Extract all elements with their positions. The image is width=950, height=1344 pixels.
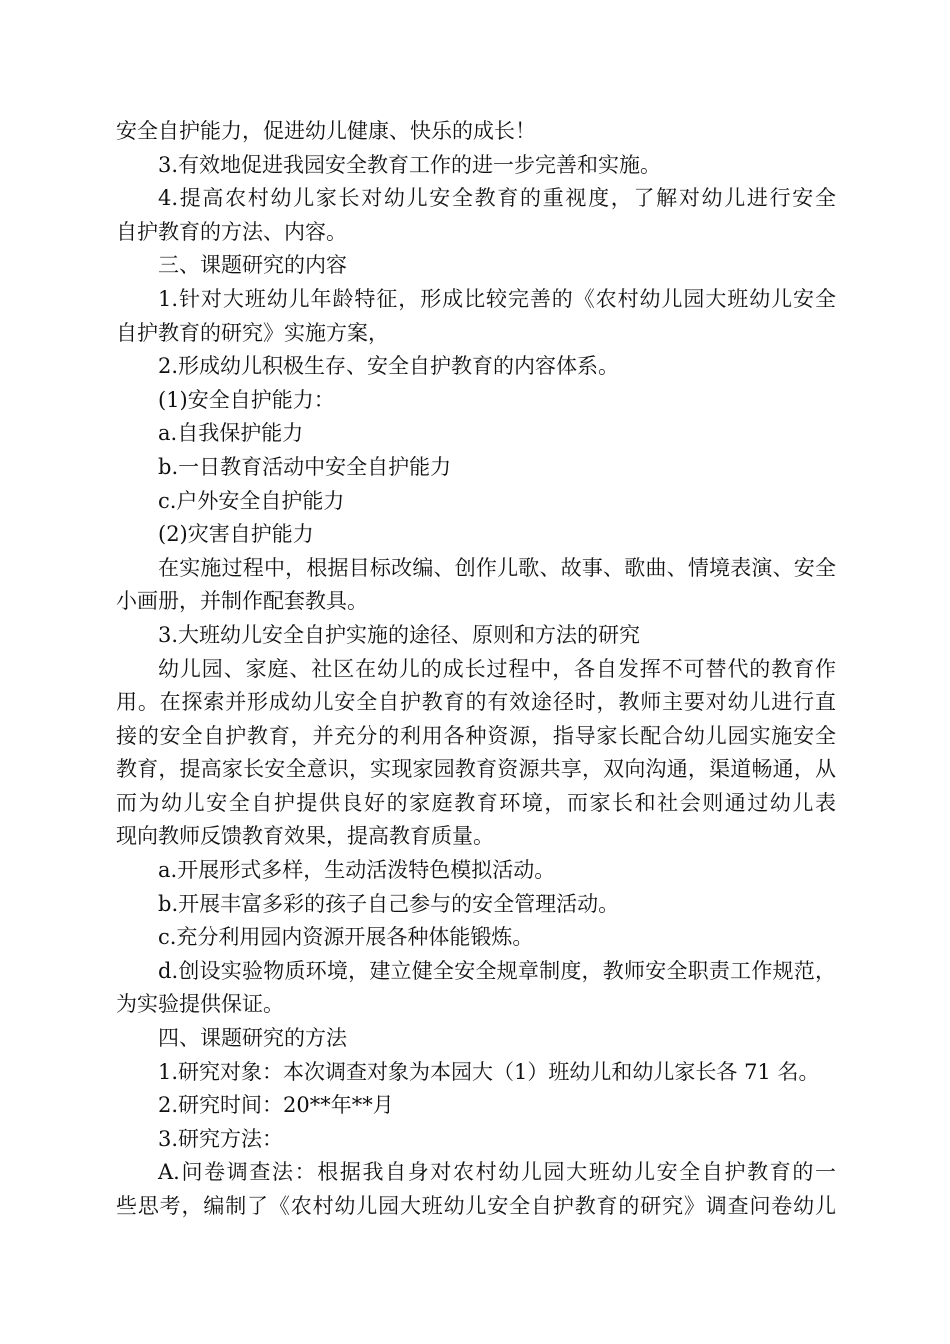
text-line: d.创设实验物质环境，建立健全安全规章制度，教师安全职责工作规范，: [158, 958, 836, 983]
document-body: [116, 115, 836, 1224]
text-line: 接的安全自护教育，并充分的利用各种资源，指导家长配合幼儿园实施安全: [116, 723, 836, 748]
text-line: 为实验提供保证。: [116, 992, 284, 1017]
text-line: b.一日教育活动中安全自护能力: [158, 454, 452, 479]
text-line: 2.形成幼儿积极生存、安全自护教育的内容体系。: [158, 354, 620, 379]
text-line: c.充分利用园内资源开展各种体能锻炼。: [158, 925, 534, 950]
text-line: 1.研究对象：本次调查对象为本园大（1）班幼儿和幼儿家长各 71 名。: [158, 1059, 820, 1084]
text-line: b.开展丰富多彩的孩子自己参与的安全管理活动。: [158, 891, 620, 916]
text-line: 自护教育的研究》实施方案，: [116, 320, 389, 345]
text-line: 幼儿园、家庭、社区在幼儿的成长过程中，各自发挥不可替代的教育作: [158, 656, 836, 681]
text-line: 1.针对大班幼儿年龄特征，形成比较完善的《农村幼儿园大班幼儿安全: [158, 286, 836, 311]
text-line: 小画册，并制作配套教具。: [116, 589, 368, 614]
text-line: 安全自护能力，促进幼儿健康、快乐的成长！: [116, 119, 536, 143]
text-line: (2)灾害自护能力: [158, 522, 314, 547]
text-line: 教育，提高家长安全意识，实现家园教育资源共享，双向沟通，渠道畅通，从: [116, 757, 836, 782]
text-line: 3.有效地促进我园安全教育工作的进一步完善和实施。: [158, 152, 662, 177]
text-line: c.户外安全自护能力: [158, 488, 345, 513]
text-line: 三、课题研究的内容: [158, 253, 347, 278]
text-line: 些思考，编制了《农村幼儿园大班幼儿安全自护教育的研究》调查问卷幼儿: [116, 1194, 836, 1218]
text-line: 2.研究时间：20**年**月: [158, 1093, 394, 1118]
text-line: 在实施过程中，根据目标改编、创作儿歌、故事、歌曲、情境表演、安全: [158, 555, 836, 580]
text-line: 现向教师反馈教育效果，提高教育质量。: [116, 824, 494, 849]
text-line: a.自我保护能力: [158, 421, 304, 446]
text-line: 四、课题研究的方法: [158, 1026, 347, 1051]
text-line: 自护教育的方法、内容。: [116, 219, 347, 244]
text-line: a.开展形式多样，生动活泼特色模拟活动。: [158, 858, 556, 883]
text-line: 3.大班幼儿安全自护实施的途径、原则和方法的研究: [158, 622, 641, 647]
text-line: 4.提高农村幼儿家长对幼儿安全教育的重视度，了解对幼儿进行安全: [158, 186, 836, 211]
text-line: 用。在探索并形成幼儿安全自护教育的有效途径时，教师主要对幼儿进行直: [116, 690, 836, 715]
text-line: (1)安全自护能力：: [158, 387, 335, 412]
text-line: A.问卷调查法：根据我自身对农村幼儿园大班幼儿安全自护教育的一: [158, 1160, 836, 1185]
text-line: 3.研究方法：: [158, 1126, 284, 1151]
text-line: 而为幼儿安全自护提供良好的家庭教育环境，而家长和社会则通过幼儿表: [116, 790, 836, 815]
